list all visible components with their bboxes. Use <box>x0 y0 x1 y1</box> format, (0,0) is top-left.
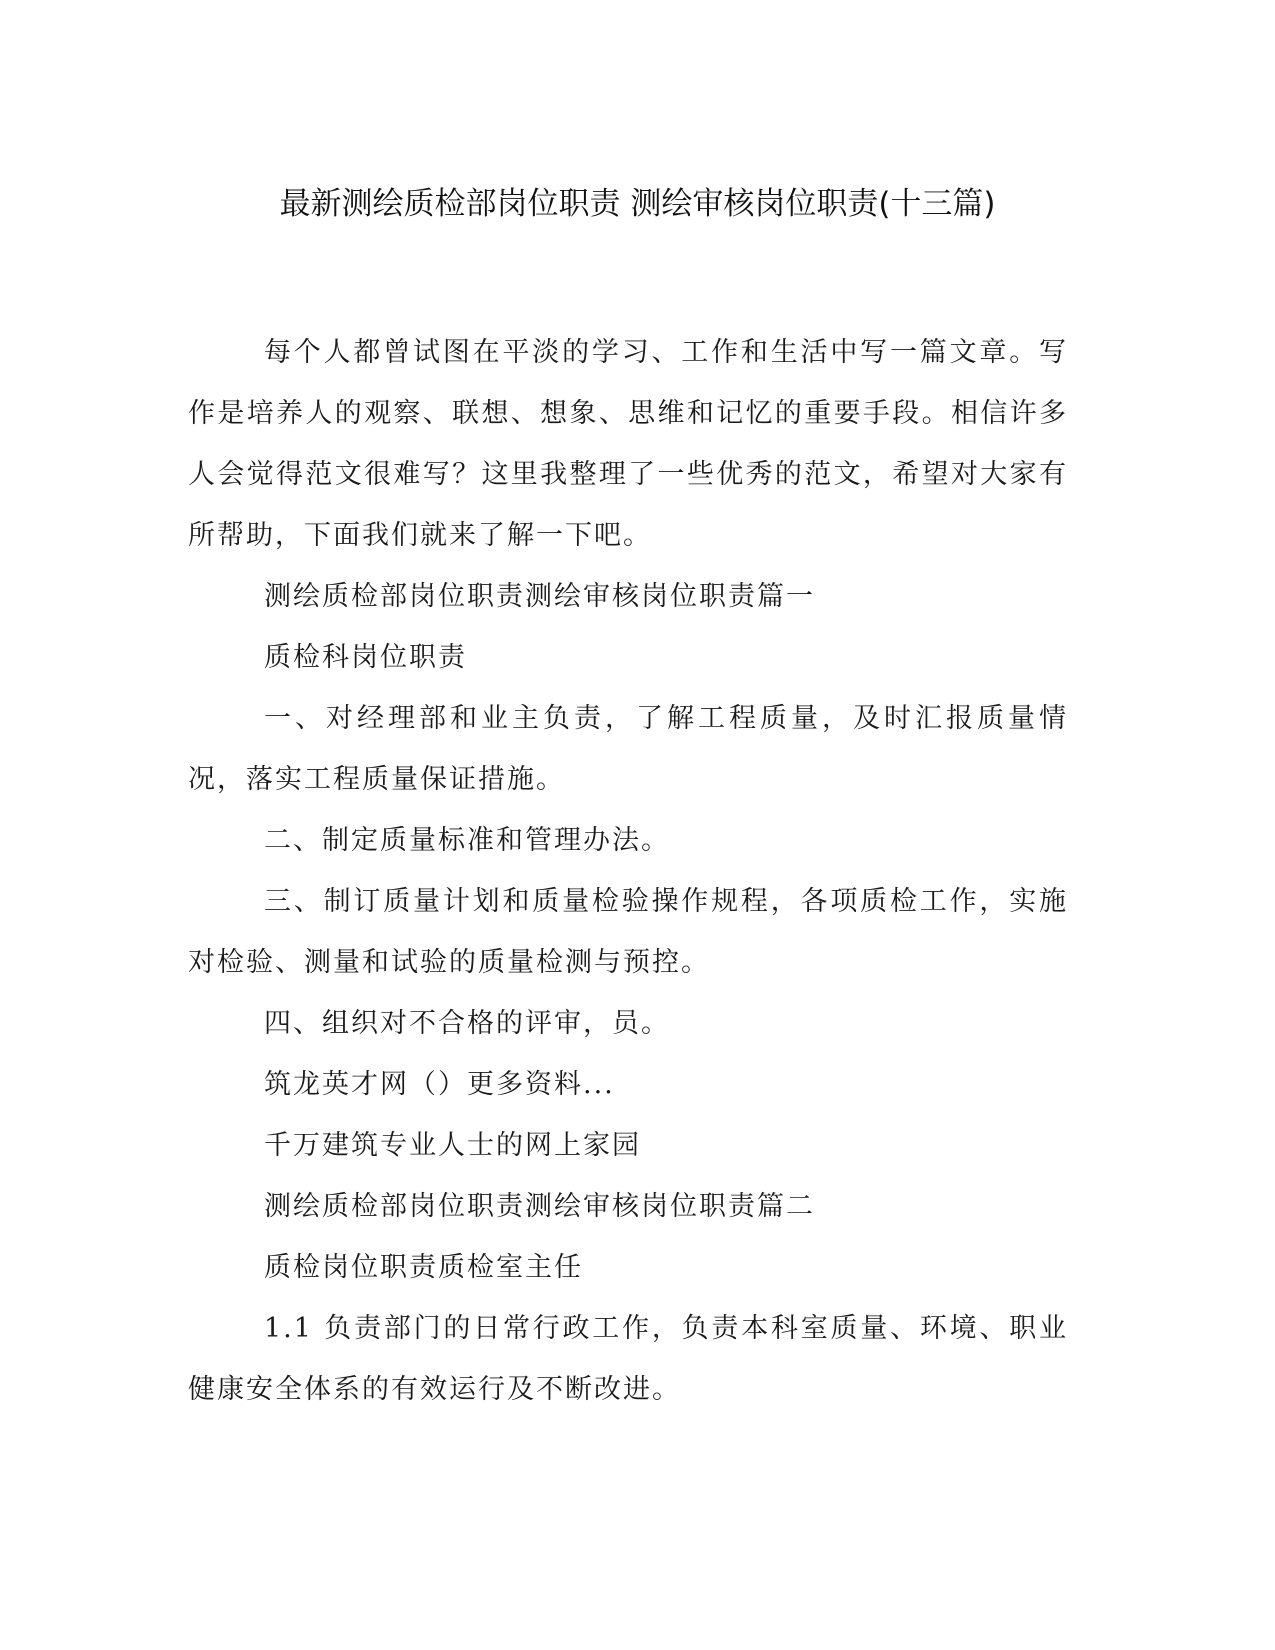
section-heading-2: 测绘质检部岗位职责测绘审核岗位职责篇二 <box>264 1191 815 1222</box>
intro-paragraph: 每个人都曾试图在平淡的学习、工作和生活中写一篇文章。写作是培养人的观察、联想、想象、思维和记忆的重要手段。相信许多人会觉得范文很难写？这里我整理了一些优秀的范文，希望对大家有所帮助，下面我们就来了解一下吧。 <box>188 337 1068 551</box>
duty-item-3: 三、制订质量计划和质量检验操作规程，各项质检工作，实施对检验、测量和试验的质量检测与预控。 <box>188 886 1068 978</box>
duty-item-1: 一、对经理部和业主负责，了解工程质量，及时汇报质量情况，落实工程质量保证措施。 <box>188 703 1068 795</box>
subsection-heading: 质检科岗位职责 <box>264 642 467 673</box>
duty-item-4: 四、组织对不合格的评审，员。 <box>264 1008 670 1039</box>
source-note: 筑龙英才网（）更多资料... <box>264 1069 615 1100</box>
document-body <box>188 322 1068 1420</box>
document-title: 最新测绘质检部岗位职责 测绘审核岗位职责(十三篇) <box>279 186 996 222</box>
role-heading: 质检岗位职责质检室主任 <box>264 1252 583 1283</box>
source-slogan: 千万建筑专业人士的网上家园 <box>264 1130 641 1161</box>
role-duty-1-1: 1.1 负责部门的日常行政工作，负责本科室质量、环境、职业健康安全体系的有效运行及不断改进。 <box>188 1313 1068 1405</box>
duty-item-2: 二、制定质量标准和管理办法。 <box>264 825 670 856</box>
section-heading-1: 测绘质检部岗位职责测绘审核岗位职责篇一 <box>264 581 815 612</box>
